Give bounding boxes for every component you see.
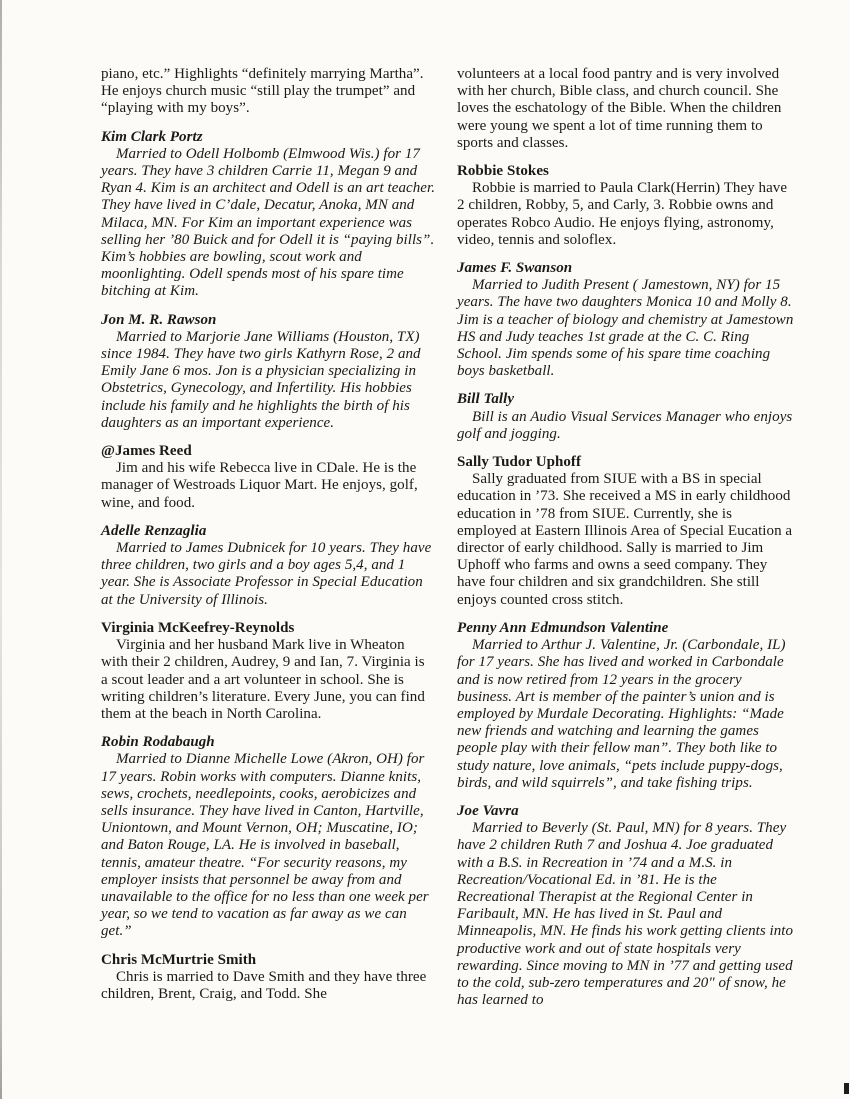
continuation-paragraph: volunteers at a local food pantry and is very involved with her church, Bible class, and church council. She loves the eschatology of the Bible. When the children were young we spent a lot of time running them to sports and classes.: [457, 66, 782, 151]
entry-name: Joe Vavra: [457, 802, 519, 819]
entry-name: Kim Clark Portz: [101, 128, 203, 145]
bio-entry-james-swanson: [457, 260, 794, 380]
bio-entry-sally-tudor-uphoff: [457, 454, 794, 609]
left-column: [101, 66, 435, 1003]
continuation-paragraph: piano, etc.” Highlights “definitely marrying Martha”. He enjoys church music “still play the trumpet” and “playing with my boys”.: [101, 66, 424, 117]
entry-name: Robbie Stokes: [457, 163, 549, 180]
entry-name: Jon M. R. Rawson: [101, 311, 217, 328]
entry-name: Penny Ann Edmundson Valentine: [457, 619, 669, 636]
entry-name: Adelle Renzaglia: [101, 522, 207, 539]
entry-text: Married to Dianne Michelle Lowe (Akron, OH) for 17 years. Robin works with computers. Dianne knits, sews, crochets, needlepoints, cooks, aerobicizes and sells insurance. They have lived in Canton, Hartville, Uniontown, and Mount Vernon, OH; Muscatine, IO; and Baton Rouge, LA. He is involved in baseball, tennis, amateur theatre. “For security reasons, my employer insists that personnel be away from and unavailable to the office for no less than one week per year, so we tend to vacation as far away as we can get.”: [101, 751, 429, 940]
entry-name: Chris McMurtrie Smith: [101, 951, 257, 968]
bio-entry-joe-vavra: [457, 803, 794, 1009]
entry-text: Married to Judith Present ( Jamestown, NY) for 15 years. The have two daughters Monica 10 and Molly 8. Jim is a teacher of biology and chemistry at Jamestown HS and Judy teaches 1st grade at the C. C. Ring School. Jim spends some of his spare time coaching boys basketball.: [457, 277, 794, 380]
right-column: [457, 66, 794, 1009]
entry-name: James F. Swanson: [457, 260, 573, 277]
bio-entry-penny-edmundson-valentine: [457, 620, 794, 792]
bio-entry-jon-rawson: [101, 312, 435, 432]
bio-entry-robbie-stokes: [457, 163, 794, 249]
entry-text: Jim and his wife Rebecca live in CDale. He is the manager of Westroads Liquor Mart. He enjoys, golf, wine, and food.: [101, 460, 418, 511]
bio-entry-james-reed: [101, 443, 435, 512]
bio-entry-bill-tally: [457, 391, 794, 443]
bio-entry-robin-rodabaugh: [101, 734, 435, 940]
entry-text: Bill is an Audio Visual Services Manager who enjoys golf and jogging.: [457, 408, 793, 442]
entry-text: Married to Arthur J. Valentine, Jr. (Carbondale, IL) for 17 years. She has lived and worked in Carbondale and is now retired from 12 years in the grocery business. Art is member of the painter’s union and is employed by Murdale Decorating. Highlights: “Made new friends and watching and learning the games people play with their fellow man”. They both like to study nature, love animals, “pets include puppy-dogs, birds, and wild squirrels”, and take fishing trips.: [457, 637, 786, 791]
scan-corner-artifact: [844, 1083, 849, 1094]
entry-name: Bill Tally: [457, 391, 515, 408]
entry-name: Virginia McKeefrey-Reynolds: [101, 619, 295, 636]
entry-name: @James Reed: [101, 443, 192, 460]
entry-text: Married to Beverly (St. Paul, MN) for 8 years. They have 2 children Ruth 7 and Joshua 4. Joe graduated with a B.S. in Recreation in ’74 and a M.S. in Recreation/Vocational Ed. in ’81. He is the Recreational Therapist at the Regional Center in Faribault, MN. He has lived in St. Paul and Minneapolis, MN. He finds his work getting clients into productive work and out of state hospitals very rewarding. Since moving to MN in ’77 and getting used to the cold, sub-zero temperatures and 20" of snow, he has learned to: [457, 820, 794, 1009]
entry-text: Married to James Dubnicek for 10 years. They have three children, two girls and a boy ages 5,4, and 1 year. She is Associate Professor in Special Education at the University of Illinois.: [101, 540, 432, 608]
entry-text: Chris is married to Dave Smith and they have three children, Brent, Craig, and Todd. She: [101, 968, 427, 1002]
entry-text: Married to Odell Holbomb (Elmwood Wis.) for 17 years. They have 3 children Carrie 11, Megan 9 and Ryan 4. Kim is an architect and Odell is an art teacher. They have lived in C’dale, Decatur, Anoka, MN and Milaca, MN. For Kim an important experience was selling her ’80 Buick and for Odell it is “paying bills”. Kim’s hobbies are bowling, scout work and moonlighting. Odell spends most of his spare time bitching at Kim.: [101, 145, 436, 300]
entry-name: Sally Tudor Uphoff: [457, 454, 582, 471]
bio-entry-chris-mcmurtrie-smith: [101, 952, 435, 1004]
bio-entry-adelle-renzaglia: [101, 523, 435, 609]
entry-name: Robin Rodabaugh: [101, 734, 215, 751]
entry-text: Robbie is married to Paula Clark(Herrin) They have 2 children, Robby, 5, and Carly, 3. Robbie owns and operates Robco Audio. He enjoys flying, astronomy, video, tennis and soloflex.: [457, 180, 788, 248]
entry-text: Virginia and her husband Mark live in Wheaton with their 2 children, Audrey, 9 and Ian, 7. Virginia is a scout leader and a art volunteer in school. She is writing children’s literature. Every June, you can find them at the beach in North Carolina.: [101, 637, 425, 722]
bio-entry-kim-clark-portz: [101, 129, 435, 301]
scan-edge-artifact: [0, 0, 2, 1099]
entry-text: Married to Marjorie Jane Williams (Houston, TX) since 1984. They have two girls Kathyrn Rose, 2 and Emily Jane 6 mos. Jon is a physician specializing in Obstetrics, Gynecology, and Infertility. His hobbies include his family and he highlights the birth of his daughters as an important experience.: [101, 328, 421, 431]
bio-entry-virginia-mckeefrey-reynolds: [101, 620, 435, 723]
entry-text: Sally graduated from SIUE with a BS in special education in ’73. She received a MS in early childhood education in ’78 from SIUE. Currently, she is employed at Eastern Illinois Area of Special Eucation a director of early childhood. Sally is married to Jim Uphoff who farms and owns a seed company. They have four children and six grandchildren. She still enjoys counted cross stitch.: [457, 471, 793, 608]
